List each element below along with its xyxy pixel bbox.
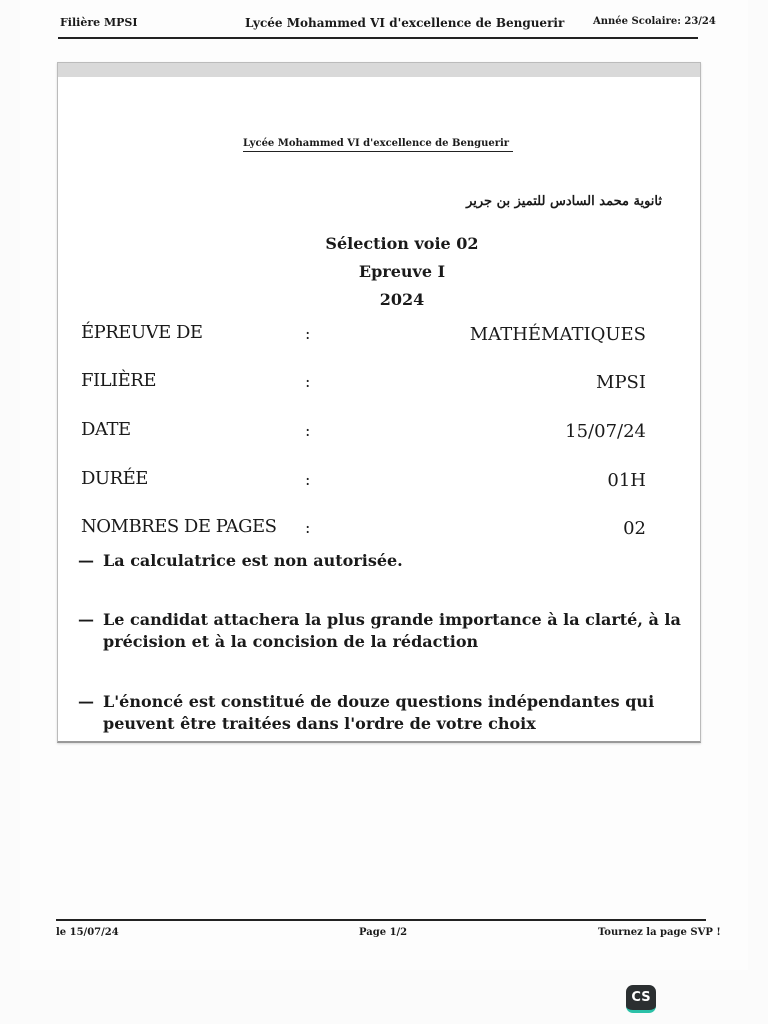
field-label: ÉPREUVE DE [81, 322, 203, 343]
note-text: Le candidat attachera la plus grande importance à la clarté, à la précision et à la concision de la rédaction [103, 610, 681, 651]
epreuve-title: Epreuve I [358, 262, 446, 281]
field-label: NOMBRES DE PAGES [81, 516, 277, 537]
header-rule [58, 37, 698, 39]
field-row-epreuve [81, 322, 646, 346]
footer-rule [56, 919, 706, 921]
note-text: L'énoncé est constitué de douze questions indépendantes qui peuvent être traitées dans l'ordre de votre choix [103, 692, 655, 733]
field-label: FILIÈRE [81, 370, 156, 391]
camscanner-logo-icon: CS [626, 985, 656, 1013]
field-row-duree [81, 468, 646, 492]
field-separator: : [305, 372, 311, 391]
field-separator: : [305, 518, 311, 537]
field-row-pages [81, 516, 646, 540]
field-value: MPSI [596, 372, 646, 393]
note-questions [78, 691, 688, 735]
cover-school-arabic: ثانوية محمد السادس للتميز بن جرير [466, 194, 662, 209]
cover-school-title: Lycée Mohammed VI d'excellence de Benguerir [243, 138, 513, 152]
field-separator: : [305, 421, 311, 440]
field-value: MATHÉMATIQUES [469, 324, 646, 345]
field-value: 02 [623, 518, 646, 539]
selection-title: Sélection voie 02 [325, 234, 479, 253]
field-label: DURÉE [81, 468, 148, 489]
footer-page-number: Page 1/2 [359, 927, 408, 938]
field-value: 01H [607, 470, 646, 491]
field-label: DATE [81, 419, 131, 440]
cover-top-bar [58, 63, 700, 77]
note-dash: — [78, 610, 94, 629]
field-row-filiere [81, 370, 646, 394]
note-dash: — [78, 551, 94, 570]
note-dash: — [78, 692, 94, 711]
field-separator: : [305, 470, 311, 489]
footer-date: le 15/07/24 [56, 927, 119, 938]
footer-turn-page: Tournez la page SVP ! [598, 927, 721, 938]
field-row-date [81, 419, 646, 443]
exam-year: 2024 [379, 290, 425, 309]
note-text: La calculatrice est non autorisée. [103, 551, 403, 570]
field-separator: : [305, 324, 311, 343]
header-school-year: Année Scolaire: 23/24 [593, 16, 716, 27]
field-value: 15/07/24 [565, 421, 646, 442]
header-school: Lycée Mohammed VI d'excellence de Benguerir [245, 16, 565, 30]
header-filiere: Filière MPSI [60, 16, 138, 29]
note-clarity [78, 609, 688, 653]
note-calculator [78, 550, 688, 572]
